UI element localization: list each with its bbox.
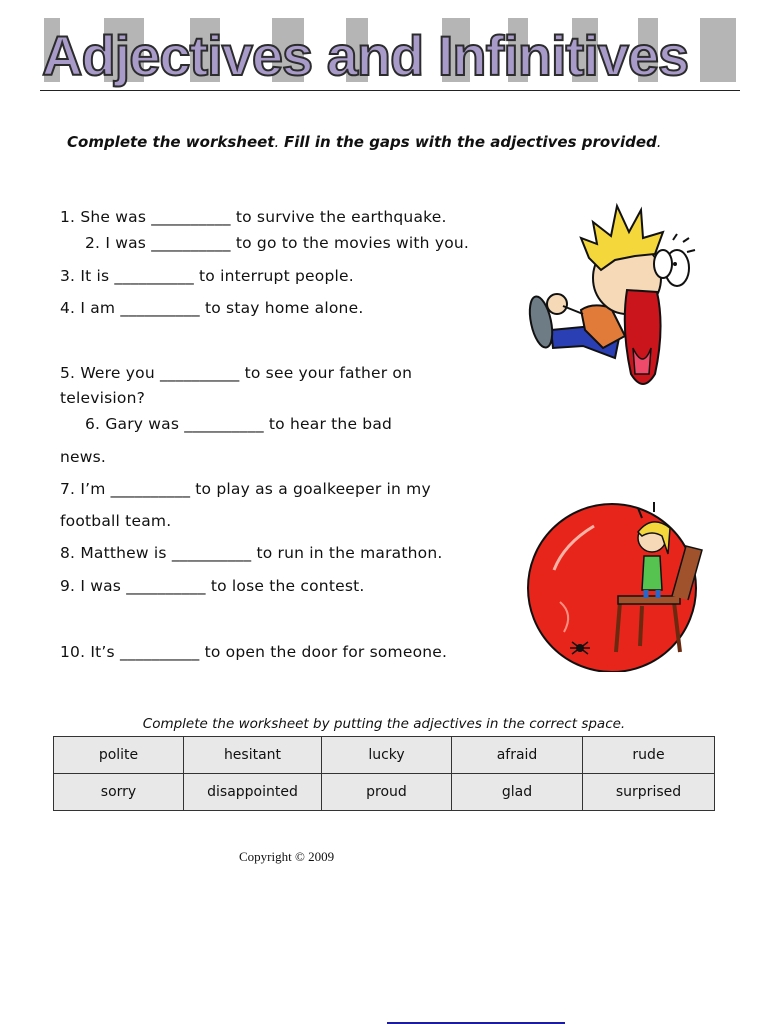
adjective-cell: surprised [583, 774, 715, 811]
adjective-cell: sorry [54, 774, 184, 811]
frightened-girl-illustration [524, 496, 714, 672]
adjective-cell: hesitant [184, 737, 322, 774]
table-row [54, 774, 715, 811]
title-shadow-bar [700, 18, 736, 82]
instruction-part-1: Complete the worksheet [67, 133, 275, 151]
question-8: 8. Matthew is __________ to run in the marathon. [60, 544, 443, 562]
adjective-cell: polite [54, 737, 184, 774]
question-1: 1. She was __________ to survive the earthquake. [60, 208, 447, 226]
question-6: 6. Gary was __________ to hear the bad [85, 415, 393, 433]
table-row [54, 737, 715, 774]
worksheet-instruction [67, 133, 662, 151]
question-7-continuation: football team. [60, 512, 172, 530]
question-9: 9. I was __________ to lose the contest. [60, 577, 365, 595]
table-instruction: Complete the worksheet by putting the adjectives in the correct space. [142, 716, 626, 732]
question-2: 2. I was __________ to go to the movies with you. [85, 234, 470, 252]
copyright-notice: Copyright © 2009 [239, 849, 335, 864]
question-4: 4. I am __________ to stay home alone. [60, 299, 364, 317]
question-5-continuation: television? [60, 389, 146, 407]
adjective-cell: disappointed [184, 774, 322, 811]
adjectives-table [53, 736, 715, 811]
question-10: 10. It’s __________ to open the door for someone. [60, 643, 448, 661]
screaming-boy-illustration [523, 198, 711, 398]
page-title: Adjectives and Infinitives [42, 24, 689, 87]
instruction-separator: . [274, 133, 285, 151]
instruction-period: . [656, 133, 662, 151]
question-6-continuation: news. [60, 448, 107, 466]
title-divider [40, 90, 740, 91]
adjective-cell: proud [322, 774, 452, 811]
title-banner [40, 14, 740, 92]
question-3: 3. It is __________ to interrupt people. [60, 267, 354, 285]
question-5: 5. Were you __________ to see your father on [60, 364, 413, 382]
question-7: 7. I’m __________ to play as a goalkeeper in my [60, 480, 431, 498]
adjective-cell: rude [583, 737, 715, 774]
adjective-cell: lucky [322, 737, 452, 774]
instruction-part-2: Fill in the gaps with the adjectives provided [284, 133, 657, 151]
adjective-cell: glad [452, 774, 583, 811]
adjective-cell: afraid [452, 737, 583, 774]
